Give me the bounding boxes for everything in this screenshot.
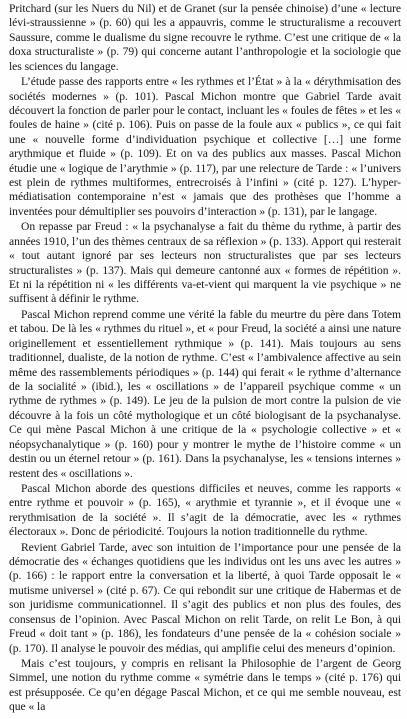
paragraph-1: Pritchard (sur les Nuers du Nil) et de Granet (sur la pensée chinoise) d’une « lecture lévi-straussienne » (p. 60) qui les a appauvris, comme le structuralisme a recouvert Saussure, comme le dualisme du signe recouvre le rythme. C’est une critique de « la doxa structuraliste » (p. 79) qui concerne autant l’anthropologie et la sociologie que les sciences du langage. [9,2,401,73]
paragraph-2: L’étude passe des rapports entre « les rythmes et l’État » à la « dérythmisation des sociétés modernes » (p. 101). Pascal Michon montre que Gabriel Tarde avait découvert la fonction de parler pour le contact, incluant les « foules de fêtes » et les « foules de haine » (cité p. 106). Puis on passe de la foule aux « publics », ce qui fait une « nouvelle forme d’individuation psychique et collective […] une forme arythmique et fluide » (p. 109). Et on va des publics aux masses. Pascal Michon étudie une « logique de l’arythmie » (p. 117), par une relecture de Tarde : « l’univers est plein de rythmes multiformes, entrecroisés à l’infini » (cité p. 127). L’hyper-médiatisation contemporaine n’est « jamais que des prothèses que l’homme a inventées pour démultiplier ses pouvoirs d’interaction » (p. 131), par le langage. [9,75,401,218]
paragraph-4: Pascal Michon reprend comme une vérité la fable du meurtre du père dans Totem et tabou. De là les « rythmes du rituel », et « pour Freud, la société a ainsi une nature originellement et essentiellement rythmique » (p. 141). Mais toujours au sens traditionnel, dualiste, de la notion de rythme. C’est « l’ambivalence affective au sein même des rassemblements périodiques » (p. 144) qui ferait « le rythme d’alternance de la socialité » (ibid.), les « oscillations » de l’appareil psychique comme « un rythme de rythmes » (p. 149). Le jeu de la pulsion de mort contre la pulsion de vie découvre à la fois un côté mythologique et un côté biologisant de la psychanalyse. Ce qui mène Pascal Michon à une critique de la « psychologie collective » et « néopsychanalytique » (p. 160) pour y montrer le mythe de l’histoire comme « un destin ou un éternel retour » (p. 161). Dans la psychanalyse, les « tensions internes » restent des « oscillations ». [9,307,401,480]
paragraph-7: Mais c’est toujours, y compris en relisant la Philosophie de l’argent de Georg Simmel, une notion du rythme comme « symétrie dans le temps » (cité p. 176) qui est présupposée. Ce qu’en dégage Pascal Michon, et ce qui me semble nouveau, est que « la [9,656,401,714]
paragraph-5: Pascal Michon aborde des questions difficiles et neuves, comme les rapports « entre rythme et pouvoir » (p. 165), « arythmie et tyrannie », et il évoque une « rerythmisation de la société ». Il s’agit de la démocratie, avec les « rythmes électoraux ». Donc de périodicité. Toujours la notion traditionnelle du rythme. [9,481,401,539]
paragraph-3: On repasse par Freud : « la psychanalyse a fait du thème du rythme, à partir des années 1910, l’un des thèmes centraux de sa réflexion » (p. 133). Apport qui resterait « tout autant ignoré par ses lecteurs non structuralistes que par ses lecteurs structuralistes » (p. 137). Mais qui demeure cantonné aux « formes de répétition ». Et ni la répétition ni « les différents va-et-vient qui marquent la vie psychique » ne suffisent à définir le rythme. [9,220,401,306]
body-text [9,2,401,715]
paragraph-6: Revient Gabriel Tarde, avec son intuition de l’importance pour une pensée de la démocratie des « échanges quotidiens que les individus ont les uns avec les autres » (p. 166) : le rapport entre la conversation et la liberté, à quoi Tarde opposait le « mutisme universel » (cité p. 67). Ce qui rebondit sur une critique de Habermas et de son juridisme communicationnel. Il s’agit des publics et non plus des foules, des consensus de l’opinion. Avec Pascal Michon on relit Tarde, on relit Le Bon, à qui Freud « doit tant » (p. 186), les fondateurs d’une pensée de la « cohésion sociale » (p. 170). Il analyse le pouvoir des médias, qui amplifie celui des meneurs d’opinion. [9,540,401,655]
